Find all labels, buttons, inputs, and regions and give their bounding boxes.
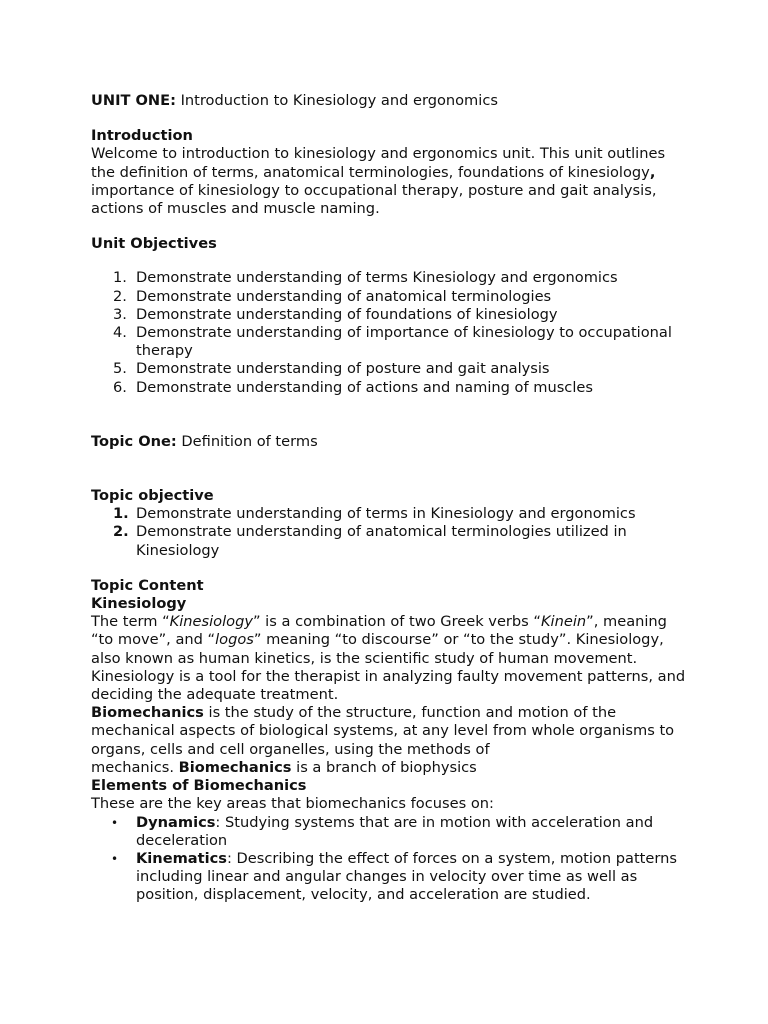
elements-heading: Elements of Biomechanics [91,777,307,795]
bullet-icon: • [111,815,119,830]
bullet-icon: • [111,851,119,866]
elements-intro: These are the key areas that biomechanics focuses on: [91,795,494,813]
unit-title-text: Introduction to Kinesiology and ergonomics [175,92,498,109]
document-page [91,92,691,905]
topic-one-title: Topic One: Definition of terms [91,432,318,450]
list-item: 2. Demonstrate understanding of anatomical terminologies [113,287,552,305]
topic-objective-heading: Topic objective [91,487,214,505]
introduction-heading: Introduction [91,127,193,145]
elements-list [91,814,691,905]
unit-objectives-list [91,269,691,396]
list-item: • Kinematics: Describing the effect of forces on a system, motion patterns including linear and angular changes in velocity over time as well as position, displacement, velocity, and acceleration are studied. [111,849,677,904]
list-item: 6. Demonstrate understanding of actions and naming of muscles [113,378,593,396]
kinesiology-heading: Kinesiology [91,595,187,613]
introduction-paragraph: Welcome to introduction to kinesiology and ergonomics unit. This unit outlines the definition of terms, anatomical terminologies, foundations of kinesiology, importance of kinesiology to occupational therapy, posture and gait analysis, actions of muscles and muscle naming. [91,145,666,218]
kinesiology-paragraph: The term “Kinesiology” is a combination of two Greek verbs “Kinein”, meaning “to move”, and “logos” meaning “to discourse” or “to the study”. Kinesiology, also known as human kinetics, is the scientific study of human movement. Kinesiology is a tool for the therapist in analyzing faulty movement patterns, and deciding the adequate treatment. [91,613,686,704]
topic-content-heading: Topic Content [91,576,204,594]
list-item: 5. Demonstrate understanding of posture and gait analysis [113,360,550,378]
list-item: 1. Demonstrate understanding of terms Kinesiology and ergonomics [113,269,618,287]
unit-objectives-heading: Unit Objectives [91,235,217,253]
list-item: 4. Demonstrate understanding of importance of kinesiology to occupational therapy [113,324,672,360]
list-item: 3. Demonstrate understanding of foundations of kinesiology [113,305,558,323]
topic-objective-list [91,505,691,560]
biomechanics-paragraph: Biomechanics is the study of the structure, function and motion of the mechanical aspects of biological systems, at any level from whole organisms to organs, cells and cell organelles, using the methods of mechanics. Biomechanics is a branch of biophysics [91,704,675,776]
list-item: 2. Demonstrate understanding of anatomical terminologies utilized in Kinesiology [113,523,627,559]
list-item: 1. Demonstrate understanding of terms in Kinesiology and ergonomics [113,505,636,523]
unit-label: UNIT ONE: [91,92,176,109]
unit-title [91,92,691,110]
list-item: • Dynamics: Studying systems that are in motion with acceleration and deceleration [111,813,654,849]
